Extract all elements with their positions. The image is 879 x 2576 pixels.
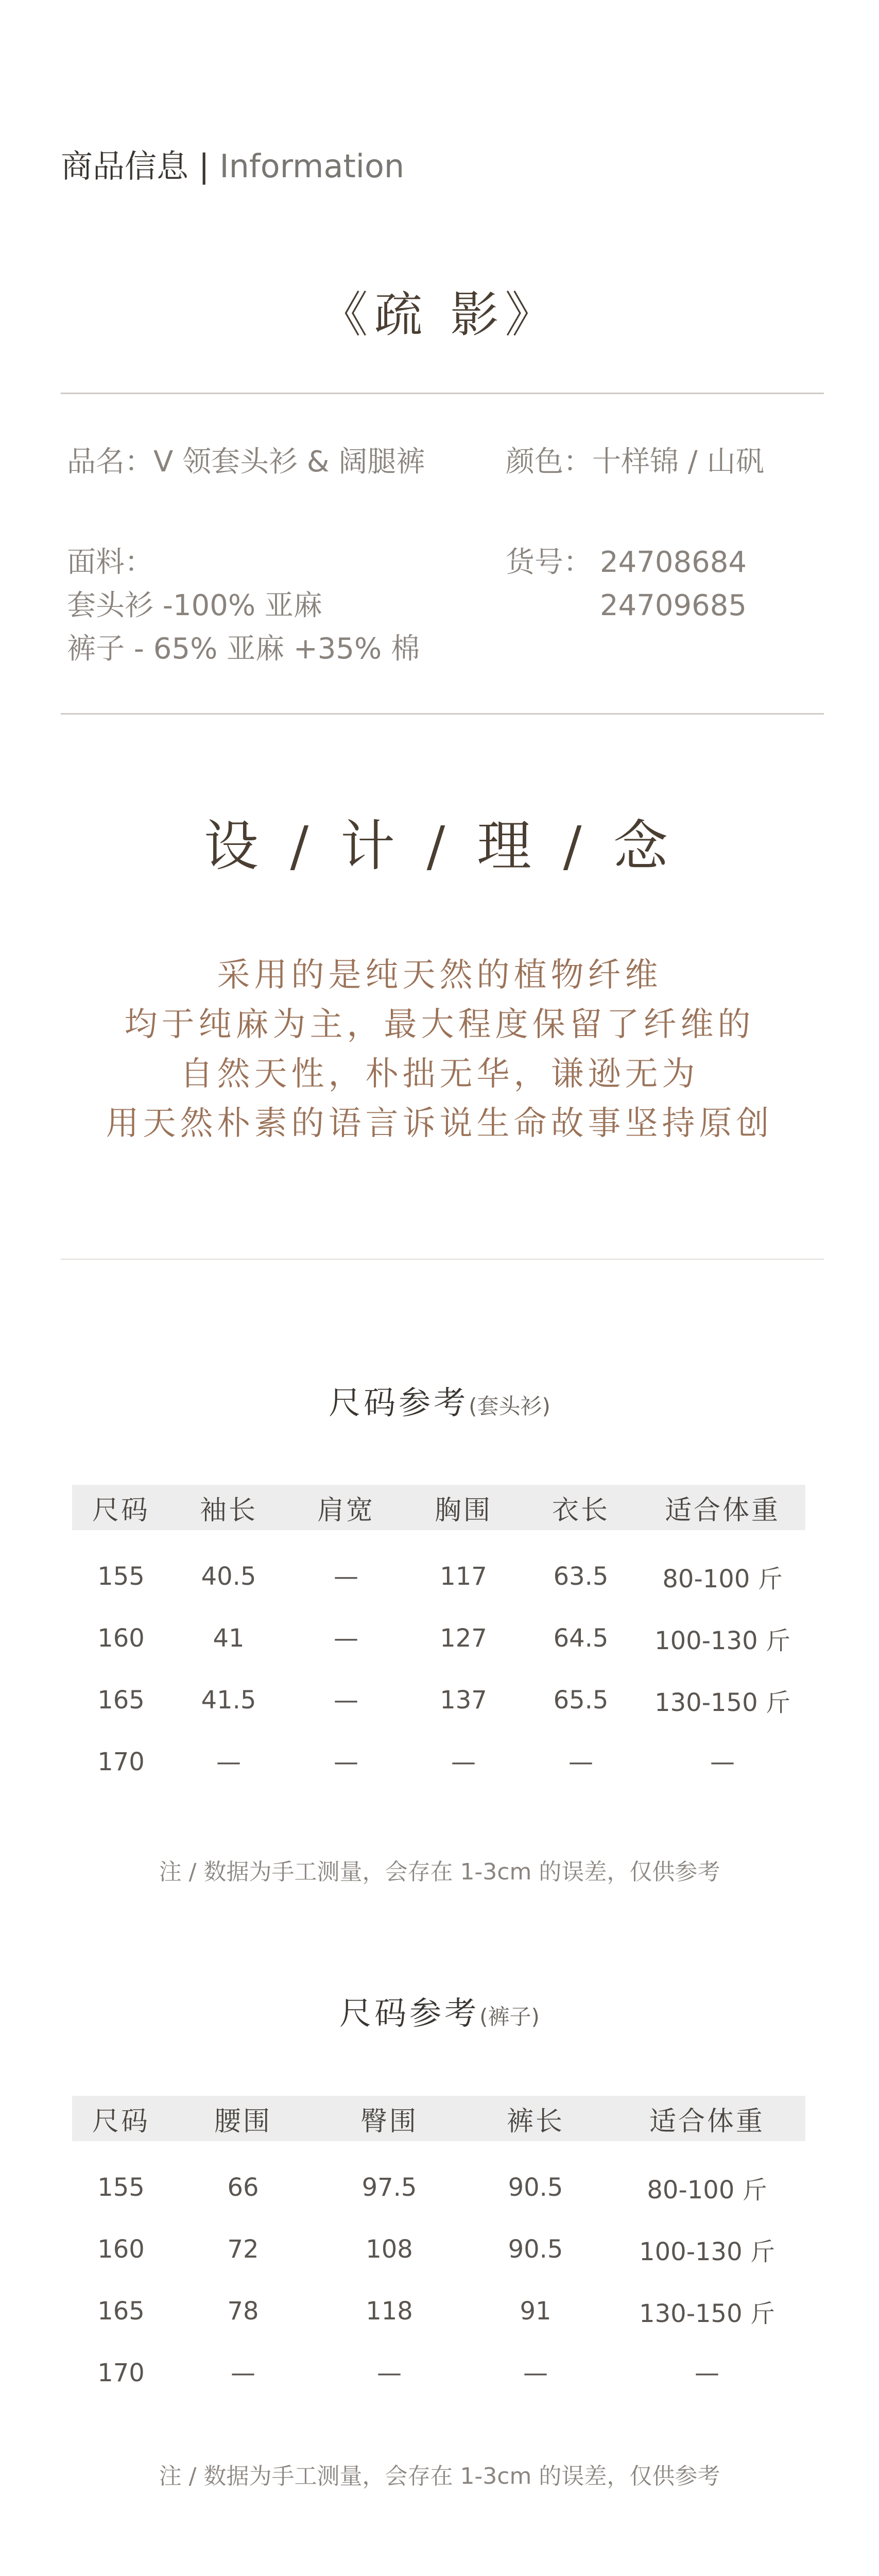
cell: 63.5 bbox=[553, 1562, 609, 1591]
th-length: 衣长 bbox=[551, 1495, 610, 1526]
fabric-label: 面料： bbox=[67, 546, 153, 579]
table-row bbox=[72, 2280, 805, 2342]
sku-1: 24708684 bbox=[600, 546, 747, 579]
product-color: 颜色：十样锦 / 山矾 bbox=[506, 445, 765, 479]
cell: — bbox=[568, 1748, 593, 1776]
cell: 65.5 bbox=[553, 1686, 609, 1715]
cell: 91 bbox=[520, 2297, 551, 2326]
cell: — bbox=[523, 2359, 548, 2387]
divider-middle bbox=[61, 713, 824, 715]
size-title-pants bbox=[0, 1994, 879, 2032]
table-row bbox=[72, 1731, 805, 1793]
product-title: 《疏 影》 bbox=[319, 287, 560, 343]
th-sleeve: 袖长 bbox=[199, 1495, 257, 1526]
cell: 170 bbox=[97, 2359, 145, 2387]
cell: 165 bbox=[97, 2297, 145, 2326]
cell: 41.5 bbox=[201, 1686, 256, 1715]
cell: — bbox=[695, 2359, 719, 2387]
table-row bbox=[72, 1607, 805, 1669]
th-hip: 臀围 bbox=[360, 2106, 418, 2137]
size-title-text: 尺码参考 bbox=[339, 1994, 480, 2032]
th-size: 尺码 bbox=[92, 1495, 150, 1526]
cell: — bbox=[710, 1748, 735, 1776]
cell: — bbox=[334, 1562, 358, 1591]
cell: 155 bbox=[97, 2173, 145, 2202]
size-note-top: 注 / 数据为手工测量，会存在 1-3cm 的误差，仅供参考 bbox=[159, 1859, 720, 1885]
fabric-pants: 裤子 - 65% 亚麻 +35% 棉 bbox=[67, 632, 420, 666]
cell: 108 bbox=[366, 2235, 413, 2264]
cell: 97.5 bbox=[361, 2173, 417, 2202]
cell: — bbox=[334, 1624, 358, 1653]
cell: — bbox=[231, 2359, 255, 2387]
cell: 130-150 斤 bbox=[654, 1688, 790, 1717]
size-title-text: 尺码参考 bbox=[329, 1384, 469, 1421]
cell: 90.5 bbox=[508, 2235, 563, 2264]
sku-values bbox=[600, 541, 747, 628]
cell: 78 bbox=[227, 2297, 259, 2326]
design-poem bbox=[0, 951, 879, 1148]
cell: — bbox=[216, 1748, 241, 1776]
th-shoulder: 肩宽 bbox=[317, 1495, 375, 1526]
cell: 118 bbox=[366, 2297, 413, 2326]
fabric-top: 套头衫 -100% 亚麻 bbox=[67, 589, 322, 622]
cell: 40.5 bbox=[201, 1562, 256, 1591]
th-chest: 胸围 bbox=[434, 1495, 492, 1526]
th-waist: 腰围 bbox=[214, 2106, 272, 2137]
cell: 155 bbox=[97, 1562, 145, 1591]
cell: — bbox=[377, 2359, 402, 2387]
table-row bbox=[72, 2218, 805, 2280]
cell: 117 bbox=[440, 1562, 487, 1591]
cell: 130-150 斤 bbox=[639, 2299, 775, 2328]
section-header-cn: 商品信息 | bbox=[61, 147, 210, 185]
size-note-pants: 注 / 数据为手工测量，会存在 1-3cm 的误差，仅供参考 bbox=[159, 2463, 720, 2489]
cell: — bbox=[451, 1748, 476, 1776]
cell: 72 bbox=[227, 2235, 259, 2264]
size-title-sub: (套头衫) bbox=[469, 1394, 550, 1419]
cell: 127 bbox=[440, 1624, 487, 1653]
cell: 64.5 bbox=[553, 1624, 609, 1653]
table-header bbox=[72, 1485, 805, 1530]
size-title-sub: (裤子) bbox=[479, 2004, 540, 2029]
poem-line: 用天然朴素的语言诉说生命故事坚持原创 bbox=[106, 1105, 773, 1143]
poem-line: 采用的是纯天然的植物纤维 bbox=[217, 956, 662, 994]
th-weight: 适合体重 bbox=[664, 1495, 780, 1526]
table-row bbox=[72, 2342, 805, 2404]
cell: 80-100 斤 bbox=[662, 1564, 783, 1594]
cell: 170 bbox=[97, 1748, 145, 1776]
th-pants-length: 裤长 bbox=[506, 2106, 564, 2137]
th-weight: 适合体重 bbox=[649, 2106, 765, 2137]
size-table-top bbox=[72, 1485, 805, 1793]
size-table-pants bbox=[72, 2096, 805, 2404]
section-header-en: Information bbox=[209, 147, 405, 185]
cell: 165 bbox=[97, 1686, 145, 1715]
table-header bbox=[72, 2096, 805, 2141]
cell: 137 bbox=[440, 1686, 487, 1715]
table-row bbox=[72, 2157, 805, 2218]
table-row bbox=[72, 1669, 805, 1731]
product-name: 品名：V 领套头衫 & 阔腿裤 bbox=[67, 445, 425, 479]
th-size: 尺码 bbox=[92, 2106, 150, 2137]
fabric-info bbox=[67, 541, 420, 671]
cell: — bbox=[334, 1748, 358, 1776]
cell: — bbox=[334, 1686, 358, 1715]
design-title: 设 / 计 / 理 / 念 bbox=[203, 815, 676, 878]
table-row bbox=[72, 1546, 805, 1607]
section-header bbox=[61, 147, 405, 185]
cell: 160 bbox=[97, 1624, 145, 1653]
cell: 90.5 bbox=[508, 2173, 563, 2202]
sku-2: 24709685 bbox=[600, 589, 747, 622]
cell: 66 bbox=[227, 2173, 259, 2202]
divider-top bbox=[61, 393, 824, 394]
divider-bottom bbox=[61, 1259, 824, 1260]
cell: 80-100 斤 bbox=[647, 2175, 767, 2205]
cell: 41 bbox=[213, 1624, 245, 1653]
cell: 100-130 斤 bbox=[639, 2237, 775, 2266]
cell: 160 bbox=[97, 2235, 145, 2264]
sku-label: 货号： bbox=[506, 546, 592, 579]
poem-line: 均于纯麻为主，最大程度保留了纤维的 bbox=[124, 1006, 755, 1044]
poem-line: 自然天性，朴拙无华，谦逊无为 bbox=[180, 1055, 699, 1093]
size-title-top bbox=[0, 1384, 879, 1421]
cell: 100-130 斤 bbox=[654, 1626, 790, 1655]
